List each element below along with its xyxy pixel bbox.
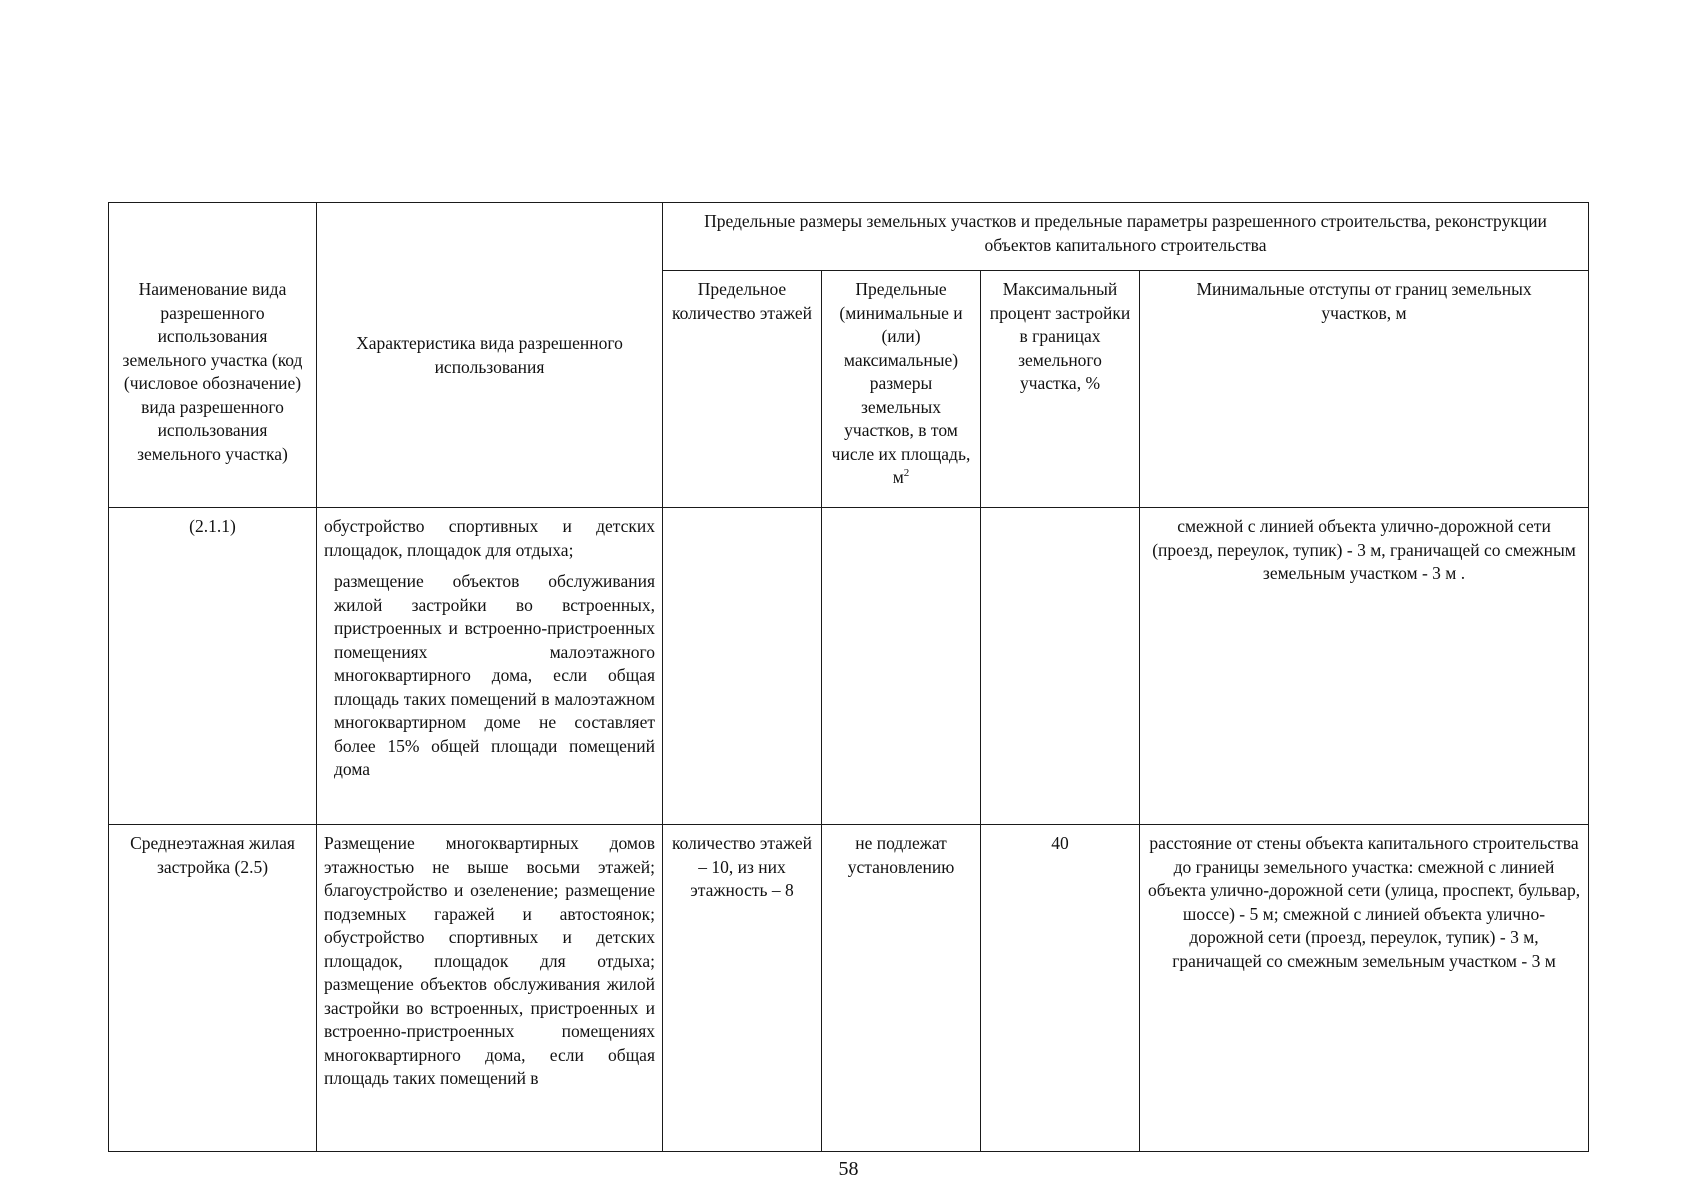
- row-name: Среднеэтажная жилая застройка (2.5): [130, 833, 295, 877]
- row-name: (2.1.1): [189, 516, 236, 536]
- header-row-1: [109, 203, 1589, 271]
- table-row: [109, 508, 1589, 825]
- header-percent-cell: [981, 271, 1140, 508]
- page-number: 58: [838, 1158, 859, 1180]
- row-percent: 40: [1051, 833, 1069, 853]
- row-percent-cell: [981, 508, 1140, 825]
- header-desc: Характеристика вида разрешенного использования: [356, 333, 623, 377]
- row-name-cell: [109, 825, 317, 1152]
- header-group-title: Предельные размеры земельных участков и предельные параметры разрешенного строительства, реконструкции объектов капитального строительства: [704, 211, 1547, 255]
- row-sizes-cell: [822, 825, 981, 1152]
- row-desc-paragraph: обустройство спортивных и детских площадок, площадок для отдыха;: [324, 516, 655, 560]
- row-desc-paragraph: размещение объектов обслуживания жилой застройки во встроенных, пристроенных и встроенно-пристроенных помещениях малоэтажного многоквартирного дома, если общая площадь таких помещений в малоэтажном многоквартирном доме не составляет более 15% общей площади помещений дома: [334, 571, 655, 779]
- row-setback-cell: [1140, 508, 1589, 825]
- row-desc-cell: [317, 508, 663, 825]
- row-desc-paragraph: Размещение многоквартирных домов этажностью не выше восьми этажей; благоустройство и озеленение; размещение подземных гаражей и автостоянок; обустройство спортивных и детских площадок, площадок для отдыха; размещение объектов обслуживания жилой застройки во встроенных, пристроенных и встроенно-пристроенных помещениях многоквартирного дома, если общая площадь таких помещений в: [324, 833, 655, 1088]
- row-setback: расстояние от стены объекта капитального строительства до границы земельного участка: смежной с линией объекта улично-дорожной сети (улица, проспект, бульвар, шоссе) - 5 м; смежной с линией объекта улично-дорожной сети (проезд, переулок, тупик) - 3 м, граничащей со смежным земельным участком - 3 м: [1147, 833, 1581, 971]
- header-sizes-cell: [822, 271, 981, 508]
- row-sizes-cell: [822, 508, 981, 825]
- header-desc-cell: [317, 203, 663, 508]
- row-sizes: не подлежат установлению: [847, 833, 955, 877]
- zoning-table: [108, 202, 1589, 1152]
- table-row: [109, 825, 1589, 1152]
- header-floors: Предельное количество этажей: [671, 279, 813, 323]
- row-floors-cell: [663, 508, 822, 825]
- header-name-cell: [109, 203, 317, 508]
- row-name-cell: [109, 508, 317, 825]
- row-setback-cell: [1140, 825, 1589, 1152]
- header-floors-cell: [663, 271, 822, 508]
- row-percent-cell: [981, 825, 1140, 1152]
- header-sizes-sup: 2: [903, 467, 910, 480]
- header-name: Наименование вида разрешенного использования земельного участка (код (числовое обозначение) вида разрешенного использования земельного участка): [122, 279, 303, 464]
- header-group-cell: [663, 203, 1589, 271]
- row-setback: смежной с линией объекта улично-дорожной сети (проезд, переулок, тупик) - 3 м, граничащей со смежным земельным участком - 3 м .: [1152, 516, 1576, 583]
- header-sizes: Предельные (минимальные и (или) максимальные) размеры земельных участков, в том числе их площадь, м: [831, 279, 971, 487]
- row-floors-cell: [663, 825, 822, 1152]
- header-setback-cell: [1140, 271, 1589, 508]
- row-desc-cell: [317, 825, 663, 1152]
- header-percent: Максимальный процент застройки в границах земельного участка, %: [989, 279, 1131, 393]
- header-setback: Минимальные отступы от границ земельных участков, м: [1196, 279, 1532, 323]
- row-floors: количество этажей – 10, из них этажность – 8: [671, 833, 813, 900]
